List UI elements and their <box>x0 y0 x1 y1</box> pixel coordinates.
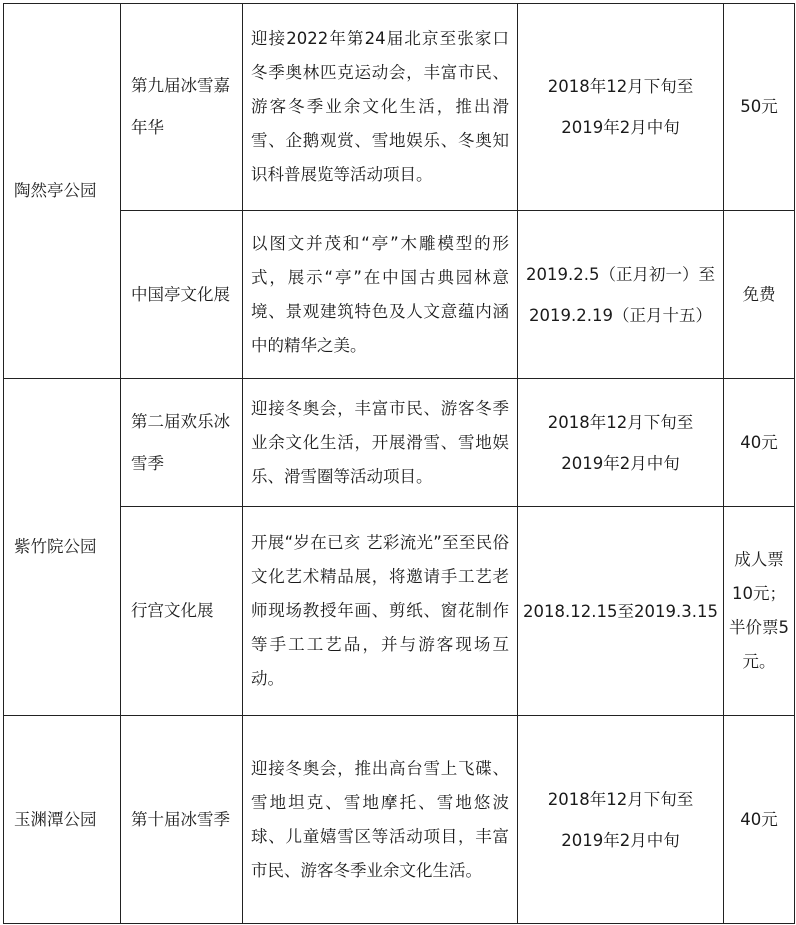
date-start: 2018年12月下旬至 <box>547 77 694 96</box>
event-description-cell: 迎接2022年第24届北京至张家口冬季奥林匹克运动会，丰富市民、游客冬季业余文化生活，推出滑雪、企鹅观赏、雪地娱乐、冬奥知识科普展览等活动项目。 <box>243 4 518 211</box>
price-cell: 40元 <box>724 716 795 924</box>
price-cell: 50元 <box>724 4 795 211</box>
park-cell: 玉渊潭公园 <box>4 716 121 924</box>
event-description-cell: 迎接冬奥会，推出高台雪上飞碟、雪地坦克、雪地摩托、雪地悠波球、儿童嬉雪区等活动项目，丰富市民、游客冬季业余文化生活。 <box>243 716 518 924</box>
date-end: 2019.2.19（正月十五） <box>529 305 712 325</box>
date-start: 2018年12月下旬至 <box>547 789 694 809</box>
table-row <box>4 211 795 379</box>
event-date-cell <box>518 4 724 211</box>
table-row <box>4 507 795 716</box>
event-date-cell <box>518 716 724 924</box>
date-end: 2019年2月中旬 <box>561 118 680 137</box>
park-cell: 紫竹院公园 <box>4 379 121 716</box>
date-range: 2018.12.15至2019.3.15 <box>523 601 718 621</box>
table-row <box>4 4 795 211</box>
event-description-cell: 以图文并茂和“亭”木雕模型的形式，展示“亭”在中国古典园林意境、景观建筑特色及人文意蕴内涵中的精华之美。 <box>243 211 518 379</box>
date-start: 2018年12月下旬至 <box>547 412 694 432</box>
table-row <box>4 716 795 924</box>
event-date-cell <box>518 379 724 507</box>
events-table <box>3 3 795 924</box>
event-description-cell: 开展“岁在已亥 艺彩流光”至至民俗文化艺术精品展，将邀请手工艺老师现场教授年画、剪纸、窗花制作等手工工艺品，并与游客现场互动。 <box>243 507 518 716</box>
event-name-cell: 第二届欢乐冰雪季 <box>121 379 243 507</box>
date-end: 2019年2月中旬 <box>561 830 680 850</box>
event-name-cell: 第九届冰雪嘉年华 <box>121 4 243 211</box>
price-cell: 成人票10元；半价票5元。 <box>724 507 795 716</box>
event-description-cell: 迎接冬奥会，丰富市民、游客冬季业余文化生活，开展滑雪、雪地娱乐、滑雪圈等活动项目。 <box>243 379 518 507</box>
table-row <box>4 379 795 507</box>
event-name-cell: 行宫文化展 <box>121 507 243 716</box>
price-cell: 免费 <box>724 211 795 379</box>
event-date-cell <box>518 211 724 379</box>
park-cell: 陶然亭公园 <box>4 4 121 379</box>
event-date-cell <box>518 507 724 716</box>
date-start: 2019.2.5（正月初一）至 <box>526 264 715 284</box>
price-cell: 40元 <box>724 379 795 507</box>
date-end: 2019年2月中旬 <box>561 453 680 473</box>
event-name-cell: 第十届冰雪季 <box>121 716 243 924</box>
event-name-cell: 中国亭文化展 <box>121 211 243 379</box>
